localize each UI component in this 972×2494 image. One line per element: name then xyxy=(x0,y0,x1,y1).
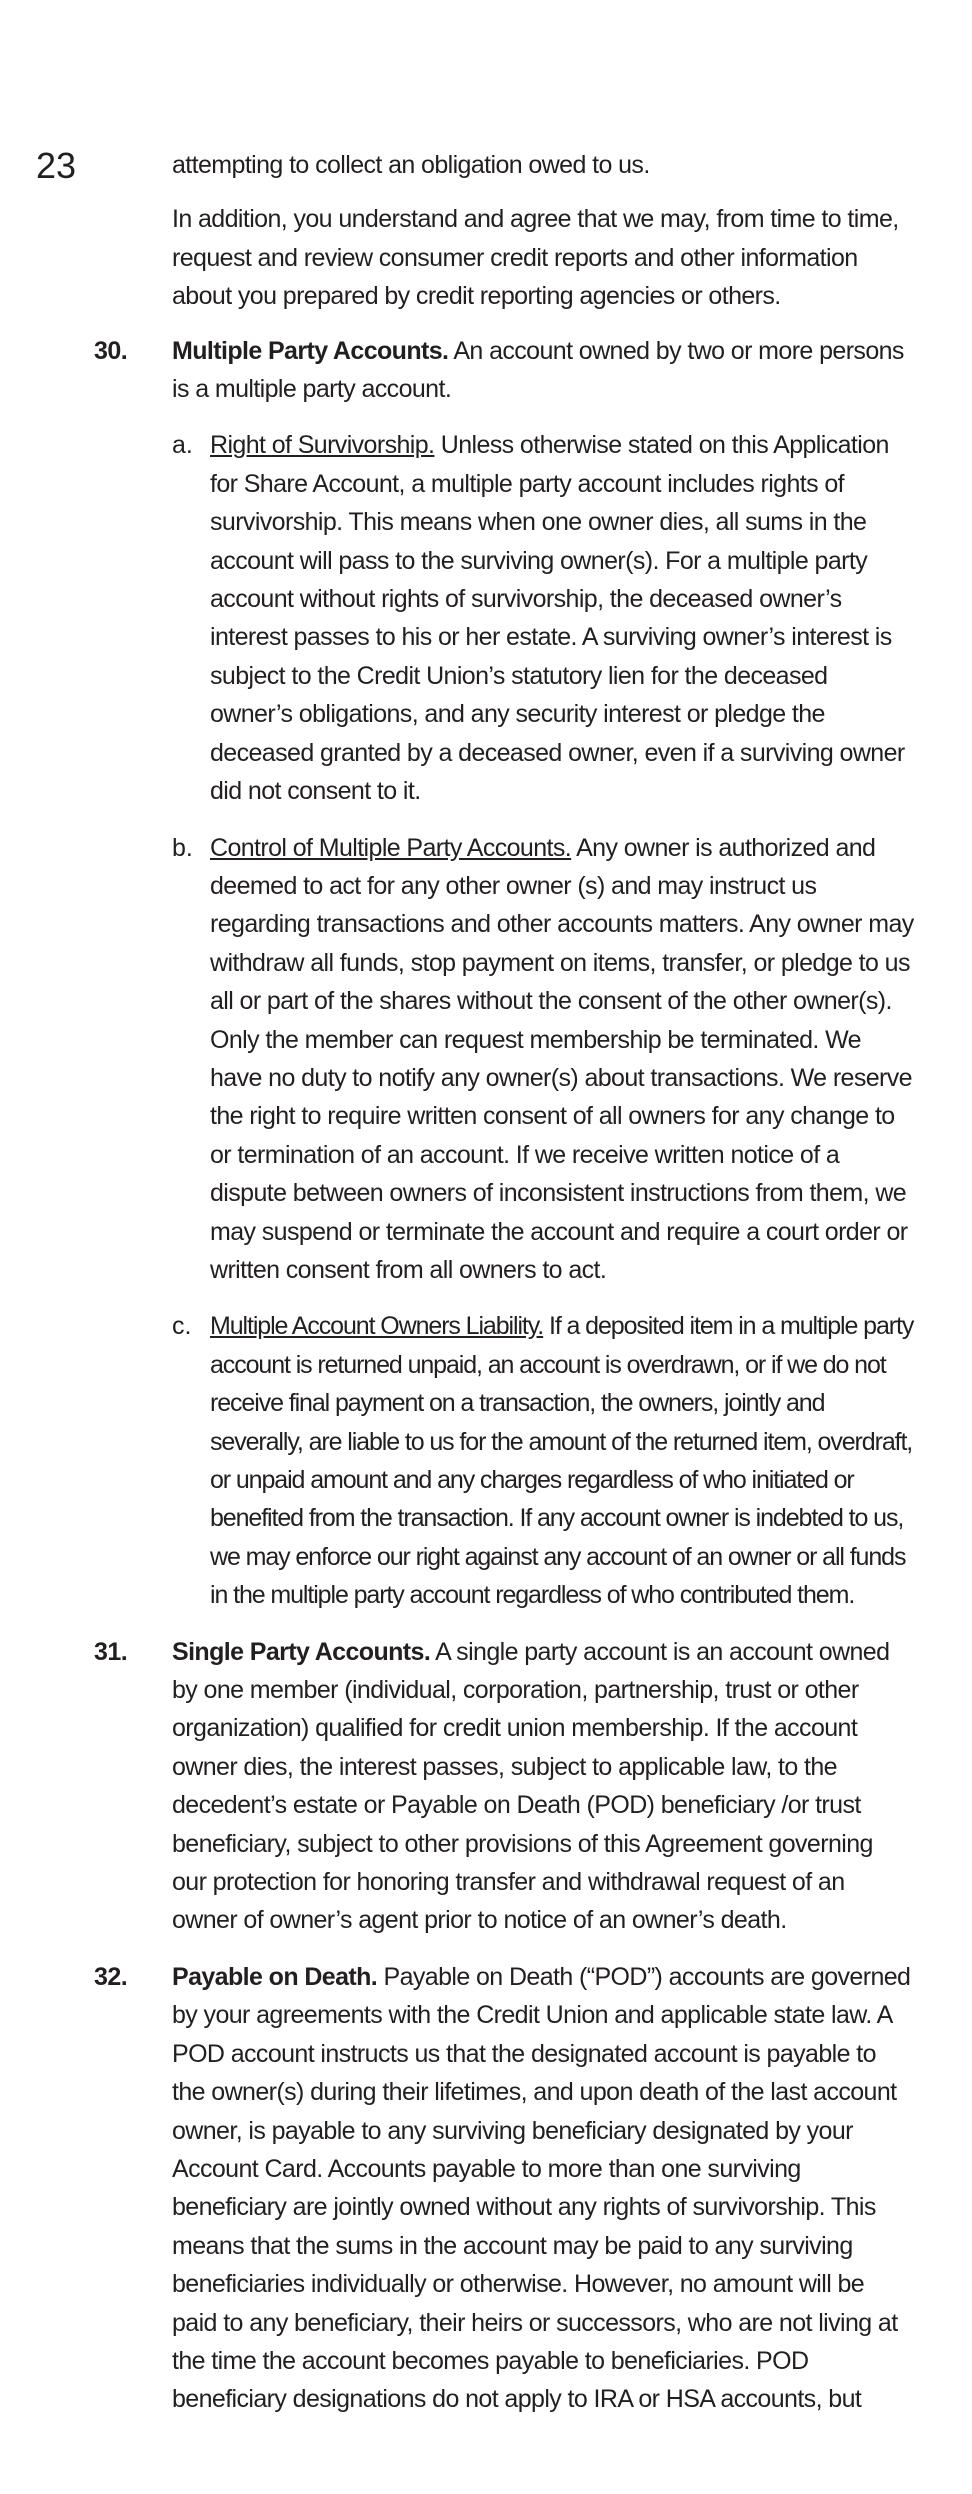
subsection-heading: Multiple Account Owners Liability. xyxy=(210,1312,544,1341)
subsection-letter: c. xyxy=(172,1312,192,1341)
subsection-paragraph xyxy=(210,829,914,1290)
section-paragraph xyxy=(172,1633,912,1940)
section-heading: Payable on Death. xyxy=(172,1962,378,1991)
subsection-letter: b. xyxy=(172,833,193,862)
section-32 xyxy=(94,1958,912,2419)
subsection-b xyxy=(172,829,914,1290)
intro-block xyxy=(172,146,912,316)
subsection-heading: Right of Survivorship. xyxy=(210,431,435,460)
subsection-text: Any owner is authorized and deemed to act for any other owner (s) and may instruct us regarding transactions and other accounts matters. Any owner may withdraw all funds, stop payment on items, transfer, or pledge to us all or part of the shares without the consent of the other owner(s). Only the member can request membership be terminated. We have no duty to notify any owner(s) about transactions. We reserve the right to require written consent of all owners for any change to or termination of an account. If we receive written notice of a dispute between owners of inconsistent instructions from them, we may suspend or terminate the account and require a court order or written consent from all owners to act. xyxy=(210,833,914,1284)
section-heading: Single Party Accounts. xyxy=(172,1637,431,1666)
document-body xyxy=(0,146,972,2437)
subsection-c xyxy=(172,1307,914,1614)
intro-paragraph: In addition, you understand and agree that we may, from time to time, request and review consumer credit reports and other information about you prepared by credit reporting agencies or others. xyxy=(172,205,899,311)
subsection-letter: a. xyxy=(172,431,193,460)
section-number: 30. xyxy=(94,336,128,365)
section-text: Payable on Death (“POD”) accounts are governed by your agreements with the Credit Union and applicable state law. A POD account instructs us that the designated account is payable to the owner(s) during their lifetimes, and upon death of the last account owner, is payable to any surviving beneficiary designated by your Account Card. Accounts payable to more than one surviving beneficiary are jointly owned without any rights of survivorship. This means that the sums in the account may be paid to any surviving beneficiaries individually or otherwise. However, no amount will be paid to any beneficiary, their heirs or successors, who are not living at the time the account becomes payable to beneficiaries. POD beneficiary designations do not apply to IRA or HSA accounts, but xyxy=(172,1962,911,2414)
subsection-heading: Control of Multiple Party Accounts. xyxy=(210,833,572,862)
section-paragraph xyxy=(172,1958,912,2419)
section-heading: Multiple Party Accounts. xyxy=(172,336,449,365)
section-text: An account owned by two or more persons is a multiple party account. xyxy=(172,336,904,404)
subsection-paragraph xyxy=(210,1307,914,1614)
section-31 xyxy=(94,1633,912,1940)
page-number: 23 xyxy=(36,145,77,186)
section-paragraph xyxy=(172,332,912,409)
subsection-paragraph xyxy=(210,426,914,810)
section-text: A single party account is an account owned by one member (individual, corporation, partnership, trust or other organization) qualified for credit union membership. If the account owner dies, the interest passes, subject to applicable law, to the decedent’s estate or Payable on Death (POD) beneficiary /or trust beneficiary, subject to other provisions of this Agreement governing our protection for honoring transfer and withdrawal request of an owner of owner’s agent prior to notice of an owner’s death. xyxy=(172,1637,890,1935)
subsection-list xyxy=(172,426,912,1614)
subsection-text: Unless otherwise stated on this Application for Share Account, a multiple party account includes rights of survivorship. This means when one owner dies, all sums in the account will pass to the surviving owner(s). For a multiple party account without rights of survivorship, the deceased owner’s interest passes to his or her estate. A surviving owner’s interest is subject to the Credit Union’s statutory lien for the deceased owner’s obligations, and any security interest or pledge the deceased granted by a deceased owner, even if a surviving owner did not consent to it. xyxy=(210,431,905,806)
section-30 xyxy=(94,332,914,1615)
subsection-a xyxy=(172,426,914,810)
section-number: 31. xyxy=(94,1637,128,1666)
section-number: 32. xyxy=(94,1962,128,1991)
subsection-text: If a deposited item in a multiple party account is returned unpaid, an account is overdrawn, or if we do not receive final payment on a transaction, the owners, jointly and severally, are liable to us for the amount of the returned item, overdraft, or unpaid amount and any charges regardless of who initiated or benefited from the transaction. If any account owner is indebted to us, we may enforce our right against any account of an owner or all funds in the multiple party account regardless of who contributed them. xyxy=(210,1312,914,1610)
intro-continuation: attempting to collect an obligation owed to us. xyxy=(172,151,650,179)
